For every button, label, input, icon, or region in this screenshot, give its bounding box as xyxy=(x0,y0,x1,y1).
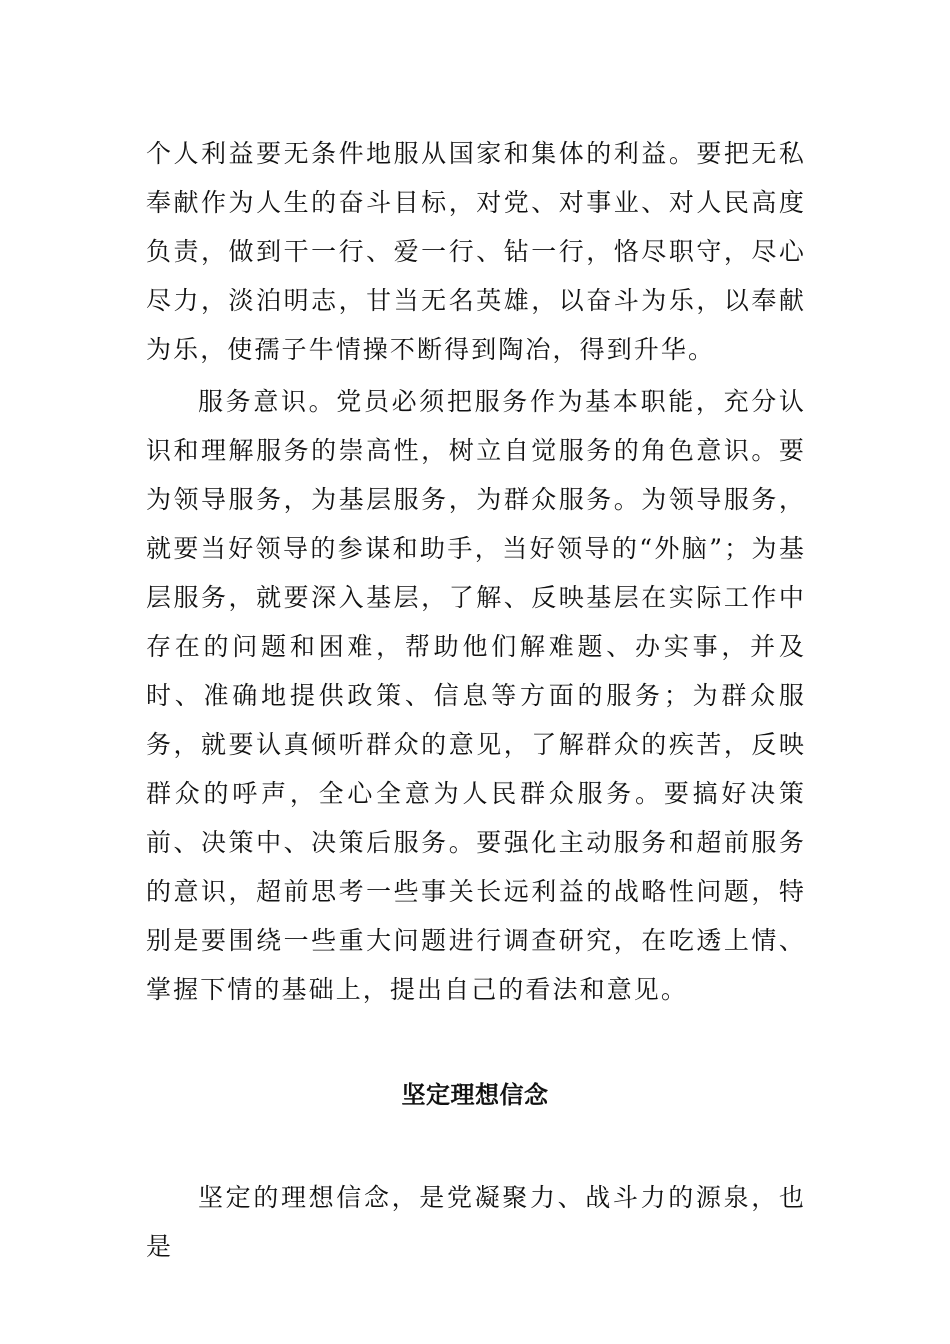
body-paragraph-1: 个人利益要无条件地服从国家和集体的利益。要把无私奉献作为人生的奋斗目标，对党、对事业、对人民高度负责，做到干一行、爱一行、钻一行，恪尽职守，尽心尽力，淡泊明志，甘当无名英雄，以奋斗为乐，以奉献为乐，使孺子牛情操不断得到陶冶，得到升华。 xyxy=(146,139,806,364)
section-heading: 坚定理想信念 xyxy=(401,1081,549,1109)
body-paragraph-2: 服务意识。党员必须把服务作为基本职能，充分认识和理解服务的崇高性，树立自觉服务的角色意识。要为领导服务，为基层服务，为群众服务。为领导服务，就要当好领导的参谋和助手，当好领导的“外脑”；为基层服务，就要深入基层，了解、反映基层在实际工作中存在的问题和困难，帮助他们解难题、办实事，并及时、准确地提供政策、信息等方面的服务；为群众服务，就要认真倾听群众的意见，了解群众的疾苦，反映群众的呼声，全心全意为人民群众服务。要搞好决策前、决策中、决策后服务。要强化主动服务和超前服务的意识，超前思考一些事关长远利益的战略性问题，特别是要围绕一些重大问题进行调查研究，在吃透上情、掌握下情的基础上，提出自己的看法和意见。 xyxy=(146,387,806,1004)
body-paragraph-3: 坚定的理想信念，是党凝聚力、战斗力的源泉，也是 xyxy=(146,1183,806,1261)
